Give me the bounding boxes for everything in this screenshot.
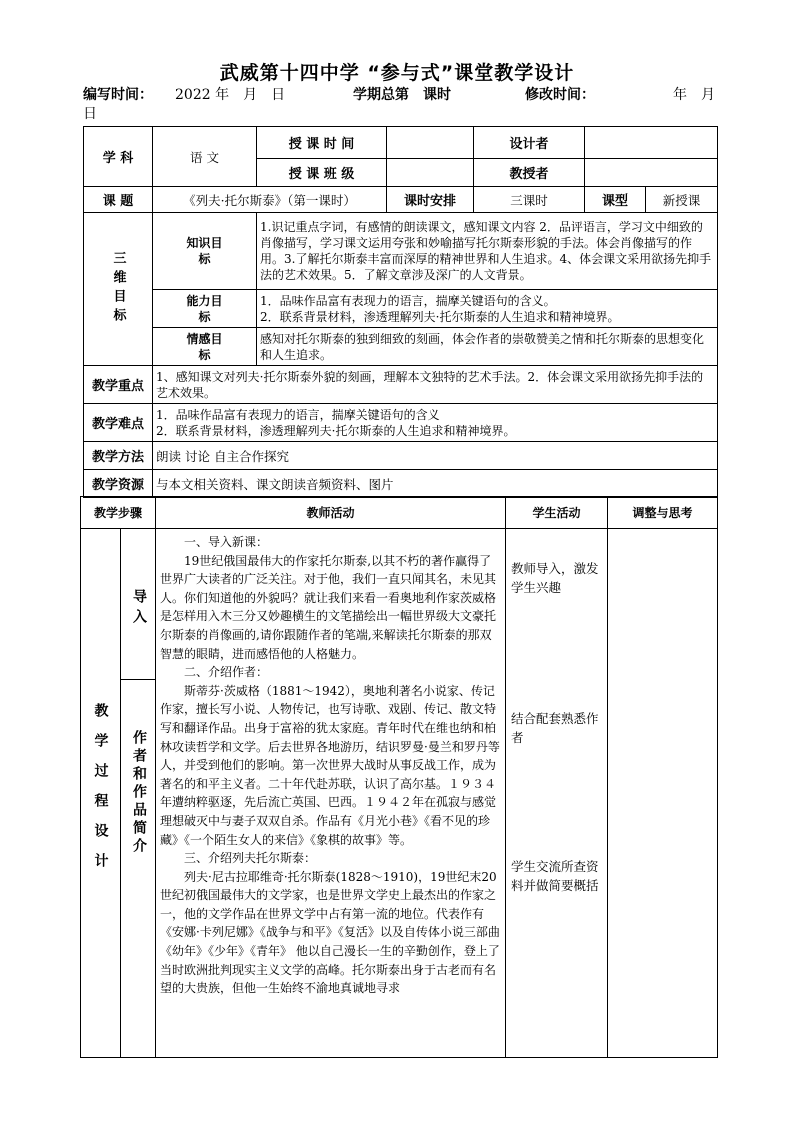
meta-line <box>83 86 723 124</box>
student-activity-item: 教师导入，激发学生兴趣 <box>511 561 599 595</box>
resource-text: 与本文相关资料、课文朗读音频资料、图片 <box>153 470 718 498</box>
teacher-activity-cell <box>156 529 506 1058</box>
knowledge-goal-text: 1.识记重点字词，有感情的朗读课文，感知课文内容 2．品评语言，学习文中细致的肖像描写，学习课文运用夸张和妙喻描写托尔斯泰形貌的手法。体会肖像描写的作用。3.了解托尔斯泰丰富而深厚的精神世界和人生追求。4、体会课文采用欲扬先抑手法的艺术效果。5．了解文章涉及深广的人文背景。 <box>257 213 718 290</box>
written-time-label: 编写时间： <box>83 87 153 103</box>
col-teacher-header: 教师活动 <box>156 497 506 529</box>
info-table <box>83 126 718 498</box>
teacher-paragraph: 三、介绍列夫托尔斯泰： <box>184 851 317 866</box>
topic-label: 课 题 <box>84 187 153 213</box>
class-label: 授 课 班 级 <box>257 159 387 187</box>
difficulty-label: 教学难点 <box>84 404 153 442</box>
designer-label: 设计者 <box>474 127 585 159</box>
three-dim-goals-label: 三维目标 <box>110 251 126 327</box>
key-points-text: 1、感知课文对列夫·托尔斯泰外貌的刻画，理解本文独特的艺术手法。2．体会课文采用欲扬先抑手法的艺术效果。 <box>153 366 718 404</box>
written-time-value: 2022 年 月 日 <box>175 87 286 103</box>
difficulty-item-2: 2．联系背景材料，渗透理解列夫·托尔斯泰的人生追求和精神境界。 <box>156 423 516 438</box>
ability-goal-label: 能力目标 <box>153 290 257 328</box>
topic-value: 《列夫·托尔斯泰》（第一课时） <box>153 187 387 213</box>
stage-intro-cell <box>121 529 155 679</box>
emotion-goal-label: 情感目标 <box>153 328 257 366</box>
modified-day: 日 <box>83 106 97 122</box>
adjust-cell <box>608 529 718 1058</box>
stage-author-label: 作者和作品简介 <box>131 730 147 856</box>
col-steps-header: 教学步骤 <box>81 497 156 529</box>
steps-table <box>80 496 718 1058</box>
ability-goal-item-1: 1．品味作品富有表现力的语言，揣摩关键语句的含义。 <box>260 293 556 308</box>
difficulty-text <box>153 404 718 442</box>
schedule-value: 三课时 <box>474 187 585 213</box>
type-value: 新授课 <box>646 187 718 213</box>
process-label: 教学过程设计 <box>92 703 109 883</box>
stage-cell <box>121 529 156 1058</box>
student-activity-item: 学生交流所查资料并做简要概括 <box>511 859 599 893</box>
method-label: 教学方法 <box>84 442 153 470</box>
teacher-paragraph: 一、导入新课： <box>184 535 269 549</box>
teaching-time-value <box>387 127 474 159</box>
three-dim-goals <box>84 213 153 366</box>
teacher-label: 教授者 <box>474 159 585 187</box>
teacher-paragraph: 斯蒂芬·茨威格（1881～1942），奥地利著名小说家、传记作家，擅长写小说、人物传记，也写诗歌、戏剧、传记、散文特写和翻译作品。出身于富裕的犹太家庭。青年时代在维也纳和柏林攻读哲学和文学。后去世界各地游历，结识罗曼·曼兰和罗丹等人，并受到他们的影响。第一次世界大战时从事反战工作，成为著名的和平主义者。二十年代赴苏联，认识了高尔基。１９３４年遭纳粹驱逐，先后流亡英国、巴西。１９４２年在孤寂与感觉理想破灭中与妻子双双自杀。作品有《月光小巷》《看不见的珍藏》《一个陌生女人的来信》《象棋的故事》等。 <box>160 683 500 847</box>
student-activity-item: 结合配套熟悉作者 <box>511 711 599 745</box>
ability-goal-text <box>257 290 718 328</box>
type-label: 课型 <box>585 187 646 213</box>
teacher-paragraph: 19世纪俄国最伟大的作家托尔斯泰,以其不朽的著作赢得了世界广大读者的广泛关注。对于他，我们一直只闻其名，未见其人。你们知道他的外貌吗？就让我们来看一看奥地利作家茨威格是怎样用入木三分又妙趣横生的文笔描绘出一幅世界级大文豪托尔斯泰的肖像画的,请你跟随作者的笔端,来解读托尔斯泰的那双智慧的眼睛，进而感悟他的人格魅力。 <box>160 553 497 661</box>
col-student-header: 学生活动 <box>506 497 608 529</box>
method-text: 朗读 讨论 自主合作探究 <box>153 442 718 470</box>
teacher-value <box>585 159 718 187</box>
designer-value <box>585 127 718 159</box>
resource-label: 教学资源 <box>84 470 153 498</box>
ability-goal-item-2: 2．联系背景材料，渗透理解列夫·托尔斯泰的人生追求和精神境界。 <box>260 309 620 324</box>
col-adjust-header: 调整与思考 <box>608 497 718 529</box>
student-activity-cell <box>506 529 608 1058</box>
term-total-label: 学期总第 课时 <box>353 87 451 103</box>
class-value <box>387 159 474 187</box>
modified-time-value: 年 月 <box>673 87 715 103</box>
teacher-paragraph: 列夫·尼古拉耶维奇·托尔斯泰(1828～1910)，19世纪末20世纪初俄国最伟大的文学家，也是世界文学史上最杰出的作家之一，他的文学作品在世界文学中占有第一流的地位。代表作有《安娜·卡列尼娜》《战争与和平》《复活》以及自传体小说三部曲《幼年》《少年》《青年》 他以自己漫长一生的辛勤创作，登上了当时欧洲批判现实主义文学的高峰。托尔斯泰出身于古老而有名望的大贵族，但他一生始终不渝地真诚地寻求 <box>160 869 500 996</box>
key-points-label: 教学重点 <box>84 366 153 404</box>
stage-author-cell <box>121 679 155 1057</box>
stage-intro-label: 导入 <box>131 589 147 629</box>
page-title: 武威第十四中学 “参与式”课堂教学设计 <box>219 62 575 84</box>
process-cell <box>81 529 121 1058</box>
schedule-label: 课时安排 <box>387 187 474 213</box>
teaching-time-label: 授 课 时 间 <box>257 127 387 159</box>
knowledge-goal-label: 知识目标 <box>153 213 257 290</box>
subject-value: 语 文 <box>153 127 257 187</box>
subject-label: 学 科 <box>84 127 153 187</box>
modified-time-label: 修改时间： <box>525 87 595 103</box>
teacher-paragraph: 二、介绍作者： <box>184 665 269 680</box>
emotion-goal-text: 感知对托尔斯泰的独到细致的刻画，体会作者的崇敬赞美之情和托尔斯泰的思想变化和人生追求。 <box>257 328 718 366</box>
difficulty-item-1: 1．品味作品富有表现力的语言，揣摩关键语句的含义 <box>156 407 440 422</box>
